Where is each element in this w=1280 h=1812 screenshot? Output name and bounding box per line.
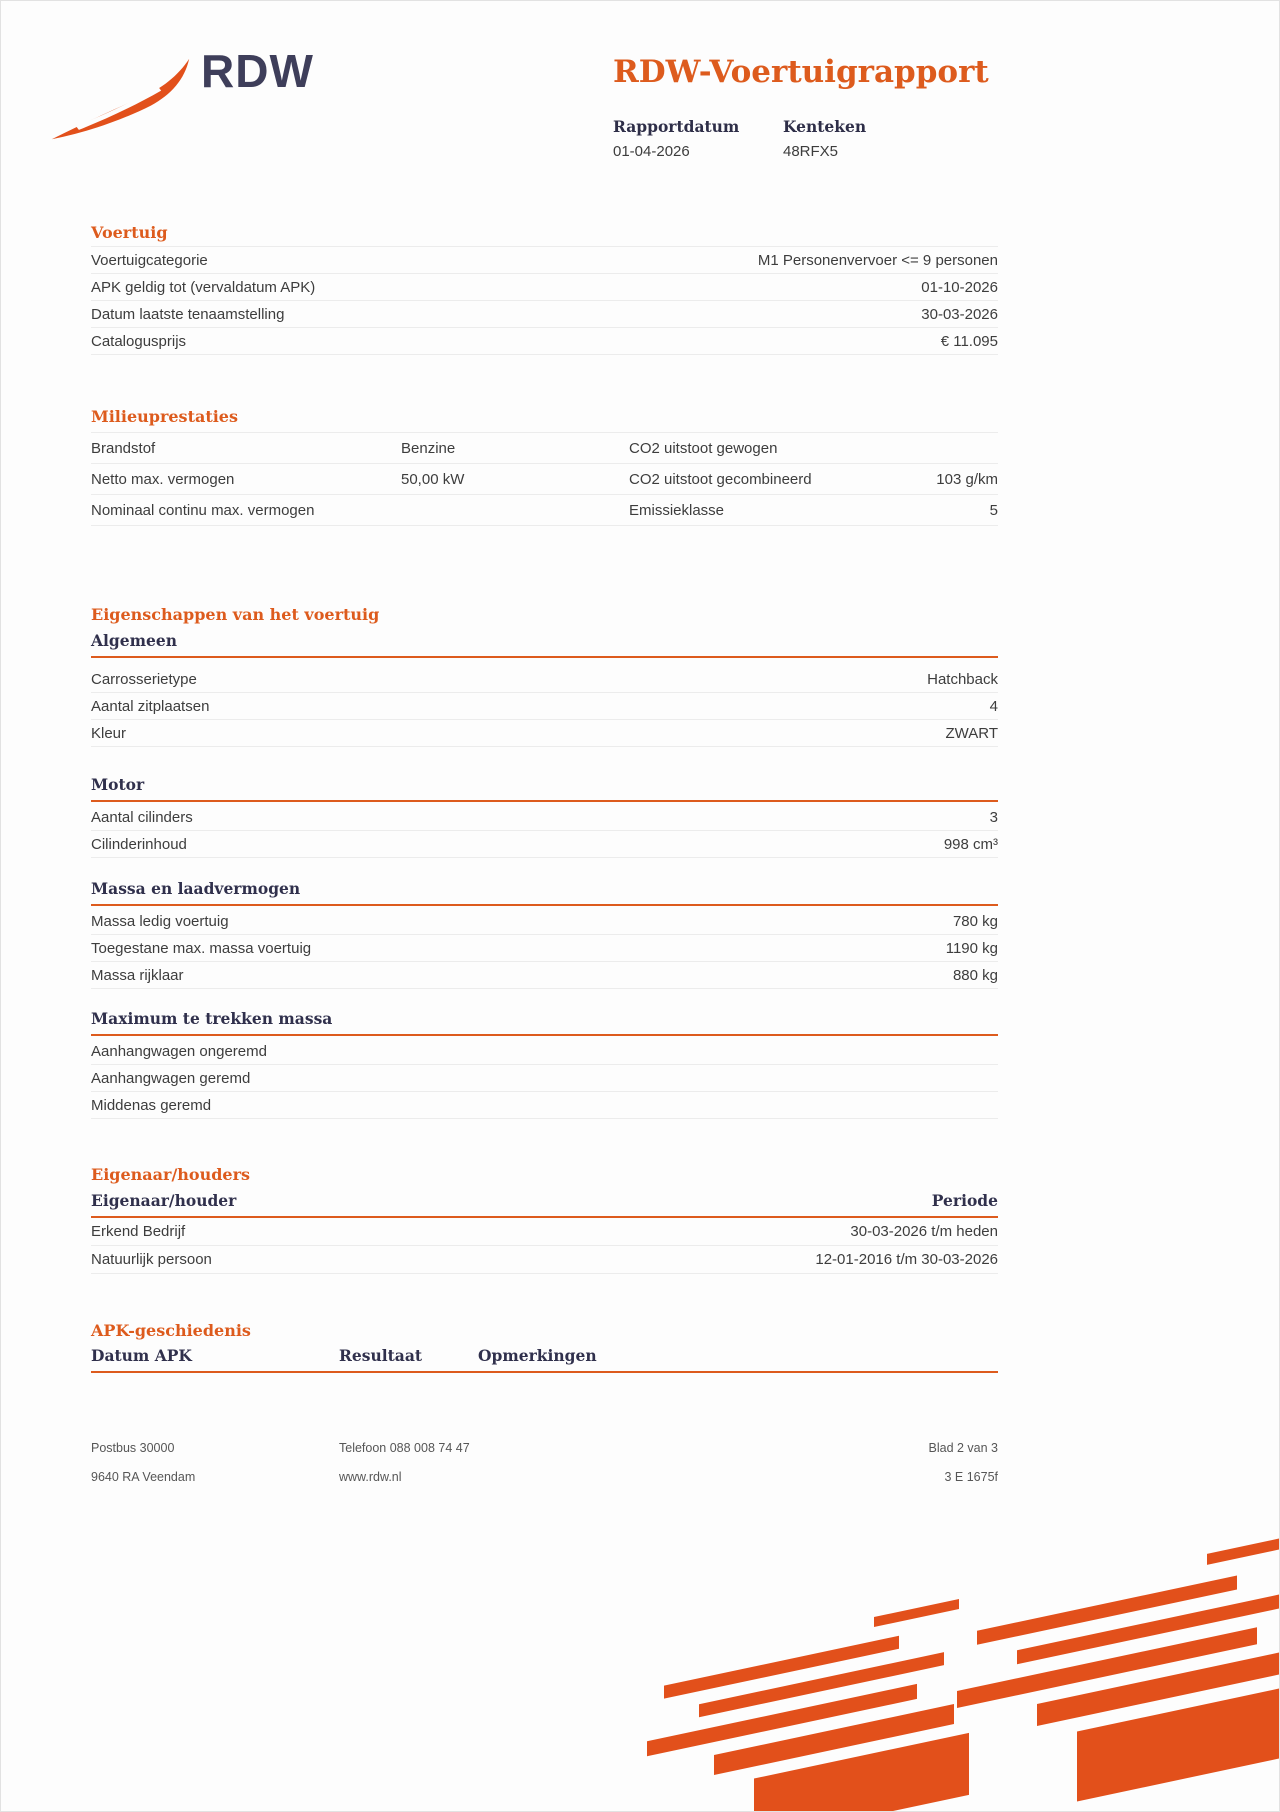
subsection-title-massa: Massa en laadvermogen xyxy=(91,879,998,906)
row-label: Massa rijklaar xyxy=(91,966,184,984)
row-value: Benzine xyxy=(401,439,456,457)
row-value: 880 kg xyxy=(952,966,998,984)
subsection-title-trekken: Maximum te trekken massa xyxy=(91,1009,998,1036)
rdw-stripes-icon xyxy=(639,1511,1279,1811)
row-value: 50,00 kW xyxy=(401,470,465,488)
section-title-voertuig: Voertuig xyxy=(91,223,168,242)
row-value: 12-01-2016 t/m 30-03-2026 xyxy=(815,1251,998,1268)
row-label: Emissieklasse xyxy=(629,501,725,519)
section-title-eigenaar: Eigenaar/houders xyxy=(91,1165,251,1184)
owner-table xyxy=(91,1218,998,1274)
row-value: 1190 kg xyxy=(945,939,998,957)
row-value: 103 g/km xyxy=(936,470,998,488)
row-value: 998 cm³ xyxy=(943,835,998,853)
row-label: Aanhangwagen geremd xyxy=(91,1069,251,1087)
row-label: Voertuigcategorie xyxy=(91,251,208,269)
row-label: Toegestane max. massa voertuig xyxy=(91,939,312,957)
row-label: Erkend Bedrijf xyxy=(91,1223,186,1240)
row-value: 30-03-2026 xyxy=(921,305,998,323)
table-row xyxy=(91,464,998,495)
table-row xyxy=(91,274,998,301)
table-row xyxy=(91,962,998,989)
section-title-milieuprestaties: Milieuprestaties xyxy=(91,407,238,426)
footer-doc-code: 3 E 1675f xyxy=(944,1469,998,1484)
voertuig-table xyxy=(91,246,998,355)
footer-address-line1: Postbus 30000 xyxy=(91,1440,175,1455)
row-value: M1 Personenvervoer <= 9 personen xyxy=(757,251,998,269)
massa-table xyxy=(91,908,998,989)
table-row xyxy=(91,1038,998,1065)
row-value: 780 kg xyxy=(952,912,998,930)
row-label: Datum laatste tenaamstelling xyxy=(91,305,285,323)
row-label: Kleur xyxy=(91,724,127,742)
row-value: Hatchback xyxy=(927,670,998,688)
table-row xyxy=(91,495,998,526)
subsection-title-motor: Motor xyxy=(91,775,998,802)
owner-table-header xyxy=(91,1191,998,1218)
algemeen-table xyxy=(91,666,998,747)
table-row xyxy=(91,433,998,464)
row-value: 3 xyxy=(989,808,998,826)
row-label: Netto max. vermogen xyxy=(91,470,235,488)
row-label: Aanhangwagen ongeremd xyxy=(91,1042,267,1060)
column-header-remarks: Opmerkingen xyxy=(478,1346,597,1365)
row-label: Brandstof xyxy=(91,439,156,457)
row-label: Massa ledig voertuig xyxy=(91,912,229,930)
footer-page-indicator: Blad 2 van 3 xyxy=(928,1440,998,1455)
report-date-label: Rapportdatum xyxy=(613,117,740,136)
table-row xyxy=(91,328,998,355)
row-label: Cilinderinhoud xyxy=(91,835,187,853)
row-value: 5 xyxy=(989,501,998,519)
row-label: Nominaal continu max. vermogen xyxy=(91,501,315,519)
column-header-apk-date: Datum APK xyxy=(91,1346,192,1365)
footer-phone: Telefoon 088 008 74 47 xyxy=(339,1440,470,1455)
table-row xyxy=(91,693,998,720)
row-label: Middenas geremd xyxy=(91,1096,212,1114)
row-label: Natuurlijk persoon xyxy=(91,1251,212,1268)
footer-website-link[interactable]: www.rdw.nl xyxy=(339,1469,402,1484)
row-value: 01-10-2026 xyxy=(921,278,998,296)
trekken-table xyxy=(91,1038,998,1119)
row-label: Carrosserietype xyxy=(91,670,197,688)
apk-table-header xyxy=(91,1346,998,1373)
table-row xyxy=(91,301,998,328)
table-row xyxy=(91,1092,998,1119)
report-body xyxy=(91,1,998,1373)
row-value: 30-03-2026 t/m heden xyxy=(850,1223,998,1240)
report-date-value: 01-04-2026 xyxy=(613,143,690,160)
page-title: RDW-Voertuigrapport xyxy=(613,54,989,90)
motor-table xyxy=(91,804,998,858)
license-plate-label: Kenteken xyxy=(783,117,867,136)
table-row xyxy=(91,1065,998,1092)
row-value: 4 xyxy=(989,697,998,715)
milieu-table xyxy=(91,432,998,526)
table-row xyxy=(91,720,998,747)
page-footer xyxy=(91,1433,998,1491)
row-label: Aantal zitplaatsen xyxy=(91,697,210,715)
column-header-owner: Eigenaar/houder xyxy=(91,1191,237,1210)
row-value: € 11.095 xyxy=(940,332,998,350)
table-row xyxy=(91,247,998,274)
subsection-title-algemeen: Algemeen xyxy=(91,631,998,658)
section-title-apk: APK-geschiedenis xyxy=(91,1321,251,1340)
column-header-period: Periode xyxy=(931,1191,998,1210)
table-row xyxy=(91,1246,998,1274)
row-value: ZWART xyxy=(945,724,998,742)
table-row xyxy=(91,1218,998,1246)
table-row xyxy=(91,935,998,962)
column-header-result: Resultaat xyxy=(339,1346,423,1365)
row-label: APK geldig tot (vervaldatum APK) xyxy=(91,278,316,296)
row-label: Catalogusprijs xyxy=(91,332,187,350)
row-label: CO2 uitstoot gecombineerd xyxy=(629,470,812,488)
rdw-logo-text: RDW xyxy=(201,45,314,97)
license-plate-value: 48RFX5 xyxy=(783,143,839,160)
row-label: CO2 uitstoot gewogen xyxy=(629,439,778,457)
footer-address-line2: 9640 RA Veendam xyxy=(91,1469,196,1484)
row-label: Aantal cilinders xyxy=(91,808,193,826)
table-row xyxy=(91,804,998,831)
table-row xyxy=(91,831,998,858)
table-row xyxy=(91,908,998,935)
table-row xyxy=(91,666,998,693)
section-title-eigenschappen: Eigenschappen van het voertuig xyxy=(91,605,380,624)
